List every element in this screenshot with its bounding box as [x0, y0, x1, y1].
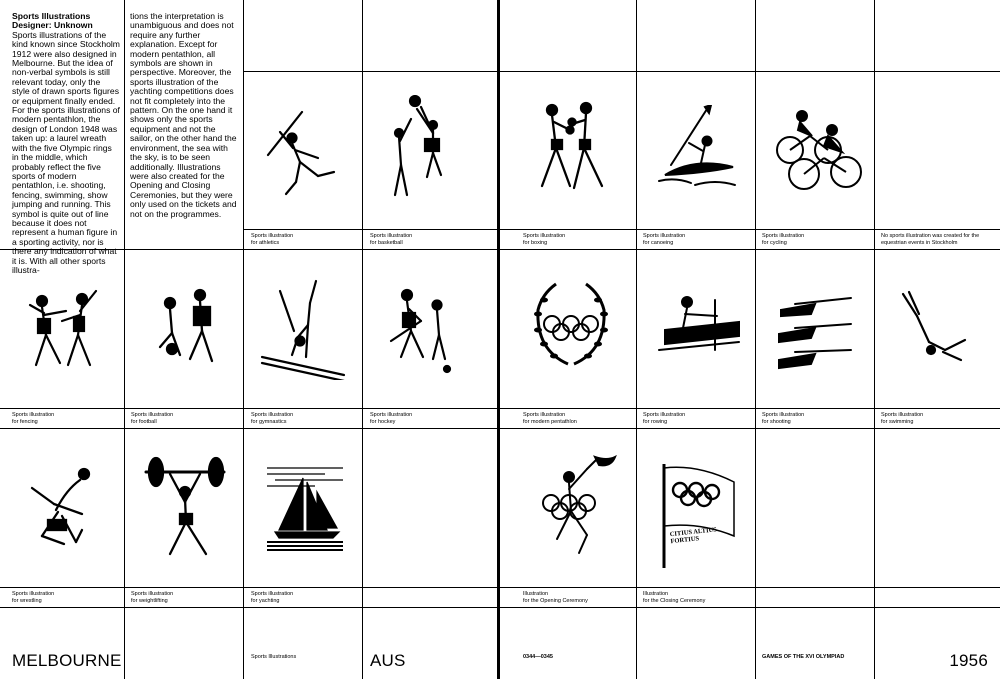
flag-motto: CITIUS ALTIUS FORTIUS [669, 526, 718, 546]
caption-hockey: Sports illustration for hockey [370, 412, 413, 425]
caption-swimming: Sports illustration for swimming [881, 412, 924, 425]
football-illustration [150, 285, 225, 375]
grid-hline [243, 229, 1000, 230]
caption-weightlifting: Sports illustration for weightlifting [131, 591, 174, 604]
intro-text-2: tions the interpretation is unambiguous and does not require any further explanation. Except for modern pentathlon, all symbols are shown in perspective. Moreover, the sports illustration of the yachting competitions does not fit completely into the pattern. On the one hand it shows only the sports equipment and not the sailor, on the other hand the environment, the sea with the sky, is to be seen additionally. Illustrations were also created for the Opening and Closing Ceremonies, but they were only used on the tickets and not on the programmes. [130, 11, 237, 219]
caption-basketball: Sports illustration for basketball [370, 233, 413, 246]
caption-wrestling: Sports illustration for wrestling [12, 591, 55, 604]
rowing-illustration [655, 290, 740, 370]
hockey-illustration [385, 285, 460, 375]
page-spine [497, 0, 500, 679]
olympic-flag-icon [652, 462, 742, 572]
caption-shooting: Sports illustration for shooting [762, 412, 805, 425]
boxing-illustration [530, 100, 610, 195]
caption-cycling: Sports illustration for cycling [762, 233, 805, 246]
grid-hline [0, 587, 1000, 588]
caption-athletics: Sports illustration for athletics [251, 233, 294, 246]
fencing-illustration [20, 285, 105, 375]
caption-closing-ceremony: Illustration for the Closing Ceremony [643, 591, 706, 604]
shooting-illustration [775, 290, 855, 370]
footer-country: AUS [370, 651, 406, 670]
footer-games: GAMES OF THE XVI OLYMPIAD [762, 654, 845, 660]
yachting-illustration [265, 458, 345, 553]
grid-hline [0, 249, 1000, 250]
grid-hline [0, 408, 1000, 409]
grid-hline [243, 71, 1000, 72]
intro-column-2 [130, 12, 238, 219]
intro-text-1: Sports illustrations of the kind known since Stockholm 1912 were also designed in Melbourne. But the idea of non-verbal symbols is still relevant today, only the style of drawn sports figures or equipment finally ended. For the sports illustrations of modern pentathlon, the design of London 1948 was taken up: a laurel wreath with the five Olympic rings in the middle, which probably reflect the five sports of modern pentathlon, i.e. shooting, fencing, swimming, show jumping and running. This symbol is quite out of line because it does not represent a human figure in a sporting activity, nor is there any indication of what it is. With all other sports illustra- [12, 29, 120, 275]
grid-vline [636, 0, 637, 679]
grid-vline [874, 0, 875, 679]
caption-equestrian: No sports illustration was created for the equestrian events in Stockholm [881, 233, 980, 246]
wrestling-illustration [22, 460, 102, 555]
cycling-illustration [772, 100, 864, 196]
caption-rowing: Sports illustration for rowing [643, 412, 686, 425]
intro-heading: Sports Illustrations [12, 11, 91, 21]
grid-hline [0, 428, 1000, 429]
canoeing-illustration [655, 105, 740, 190]
caption-opening-ceremony: Illustration for the Opening Ceremony [523, 591, 588, 604]
caption-fencing: Sports illustration for fencing [12, 412, 55, 425]
gymnastics-illustration [258, 275, 348, 380]
caption-boxing: Sports illustration for boxing [523, 233, 566, 246]
athletics-illustration [262, 110, 342, 200]
intro-column-1 [12, 12, 120, 275]
caption-gymnastics: Sports illustration for gymnastics [251, 412, 294, 425]
weightlifting-illustration [140, 450, 230, 560]
swimming-illustration [895, 290, 975, 370]
opening-ceremony-illustration [535, 455, 625, 560]
modern-pentathlon-illustration [530, 280, 612, 372]
grid-hline [0, 607, 1000, 608]
caption-modern-pentathlon: Sports illustration for modern pentathlon [523, 412, 577, 425]
grid-vline [755, 0, 756, 679]
grid-vline [243, 0, 244, 679]
footer-page-numbers: 0344—0345 [523, 654, 553, 660]
caption-canoeing: Sports illustration for canoeing [643, 233, 686, 246]
intro-subheading: Designer: Unknown [12, 20, 93, 31]
footer-city: MELBOURNE [12, 651, 122, 670]
caption-football: Sports illustration for football [131, 412, 174, 425]
grid-vline [124, 0, 125, 679]
footer-year: 1956 [949, 651, 988, 670]
grid-vline [362, 0, 363, 679]
footer-section: Sports Illustrations [251, 654, 297, 660]
caption-yachting: Sports illustration for yachting [251, 591, 294, 604]
basketball-illustration [385, 95, 465, 205]
closing-ceremony-illustration [652, 462, 742, 572]
